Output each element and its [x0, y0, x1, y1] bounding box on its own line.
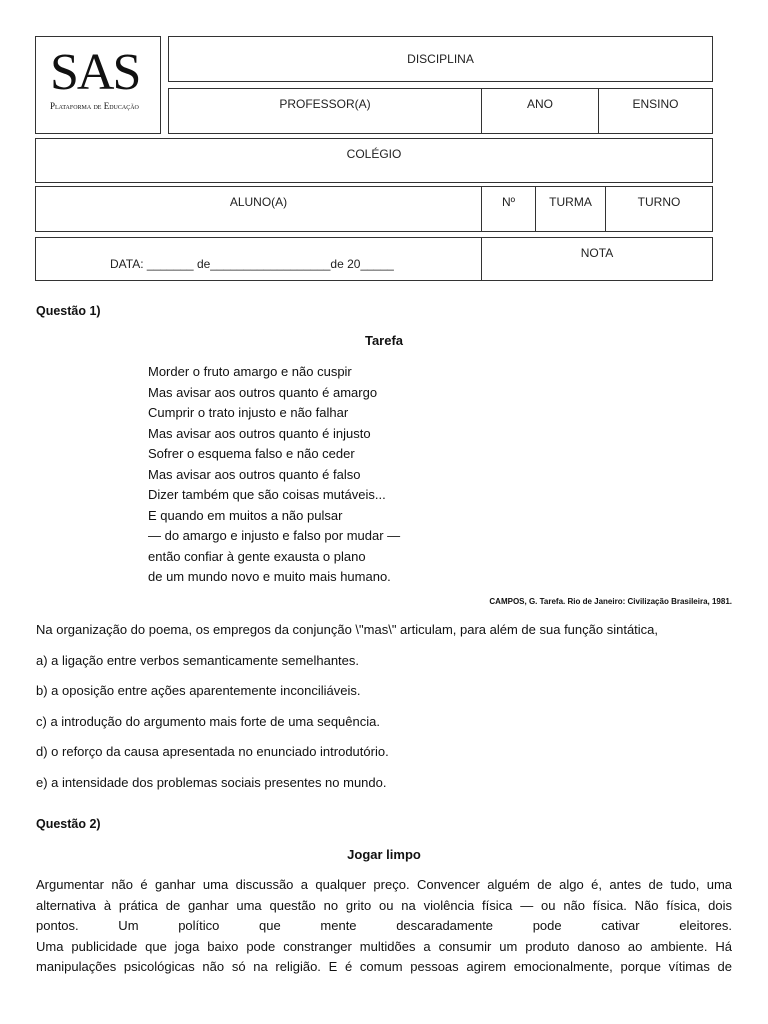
turno-field[interactable]: [605, 186, 713, 232]
poem-line: Mas avisar aos outros quanto é amargo: [148, 384, 378, 400]
colegio-label: COLÉGIO: [346, 147, 402, 161]
poem-line: Cumprir o trato injusto e não falhar: [148, 405, 349, 420]
turma-field[interactable]: [535, 186, 606, 232]
poem-line: Mas avisar aos outros quanto é falso: [148, 466, 361, 482]
disciplina-label: DISCIPLINA: [407, 52, 474, 66]
poem: [148, 362, 400, 588]
colegio-field[interactable]: [35, 138, 713, 183]
paragraph-line: manipulações psicológicas não só na religião. E é comum pessoas agirem emocionalmente, porque vítimas de: [36, 959, 732, 974]
poem-line: Sofrer o esquema falso e não ceder: [148, 446, 355, 461]
data-label: DATA: _______ de__________________de 20_____: [110, 257, 394, 271]
paragraph-line: alternativa à prática de ganhar uma questão no grito ou na violência física — ou não física. Não física, dois: [36, 897, 732, 913]
poem-line: — do amargo e injusto e falso por mudar —: [148, 528, 401, 543]
poem-line: então confiar à gente exausta o plano: [148, 548, 366, 564]
turma-label: TURMA: [549, 195, 592, 209]
ensino-field[interactable]: [598, 88, 713, 134]
data-field[interactable]: [35, 237, 482, 281]
question-2-paragraph: [36, 875, 732, 978]
poem-source: CAMPOS, G. Tarefa. Rio de Janeiro: Civilização Brasileira, 1981.: [489, 597, 732, 606]
poem-line: Morder o fruto amargo e não cuspir: [148, 364, 352, 379]
option-d[interactable]: d) o reforço da causa apresentada no enunciado introdutório.: [36, 744, 389, 759]
logo-subtitle: Plataforma de Educação: [50, 101, 139, 111]
poem-line: Mas avisar aos outros quanto é injusto: [148, 425, 371, 441]
question-1-prompt: Na organização do poema, os empregos da conjunção \"mas\" articulam, para além de sua função sintática,: [36, 622, 659, 637]
poem-line: Dizer também que são coisas mutáveis...: [148, 487, 386, 502]
aluno-field[interactable]: [35, 186, 482, 232]
professor-field[interactable]: [168, 88, 482, 134]
option-c[interactable]: c) a introdução do argumento mais forte de uma sequência.: [36, 714, 380, 729]
ensino-label: ENSINO: [632, 97, 679, 111]
paragraph-line: pontos. Um político que mente descaradamente pode cativar eleitores.: [36, 918, 732, 933]
logo-text: SAS: [50, 44, 140, 101]
paragraph-line: Argumentar não é ganhar uma discussão a qualquer preço. Convencer alguém de algo é, antes de tudo, uma: [36, 877, 732, 892]
numero-field[interactable]: [481, 186, 536, 232]
option-e[interactable]: e) a intensidade dos problemas sociais presentes no mundo.: [36, 775, 387, 790]
question-1-title: Questão 1): [36, 304, 101, 318]
question-2-title: Questão 2): [36, 817, 101, 831]
option-b[interactable]: b) a oposição entre ações aparentemente inconciliáveis.: [36, 683, 361, 698]
turno-label: TURNO: [637, 195, 681, 209]
text-title: Jogar limpo: [347, 847, 421, 862]
disciplina-field[interactable]: [168, 36, 713, 82]
numero-label: Nº: [501, 195, 516, 209]
ano-label: ANO: [526, 97, 553, 111]
nota-label: NOTA: [580, 246, 614, 260]
option-a[interactable]: a) a ligação entre verbos semanticamente semelhantes.: [36, 653, 360, 668]
poem-line: de um mundo novo e muito mais humano.: [148, 569, 391, 584]
poem-line: E quando em muitos a não pulsar: [148, 507, 343, 523]
aluno-label: ALUNO(A): [229, 195, 288, 209]
ano-field[interactable]: [481, 88, 599, 134]
poem-title: Tarefa: [364, 333, 404, 348]
nota-field[interactable]: [481, 237, 713, 281]
sas-logo: [35, 36, 161, 134]
professor-label: PROFESSOR(A): [279, 97, 371, 111]
paragraph-line: Uma publicidade que joga baixo pode constranger multidões a consumir um produto danoso ao ambiente. Há: [36, 938, 732, 954]
